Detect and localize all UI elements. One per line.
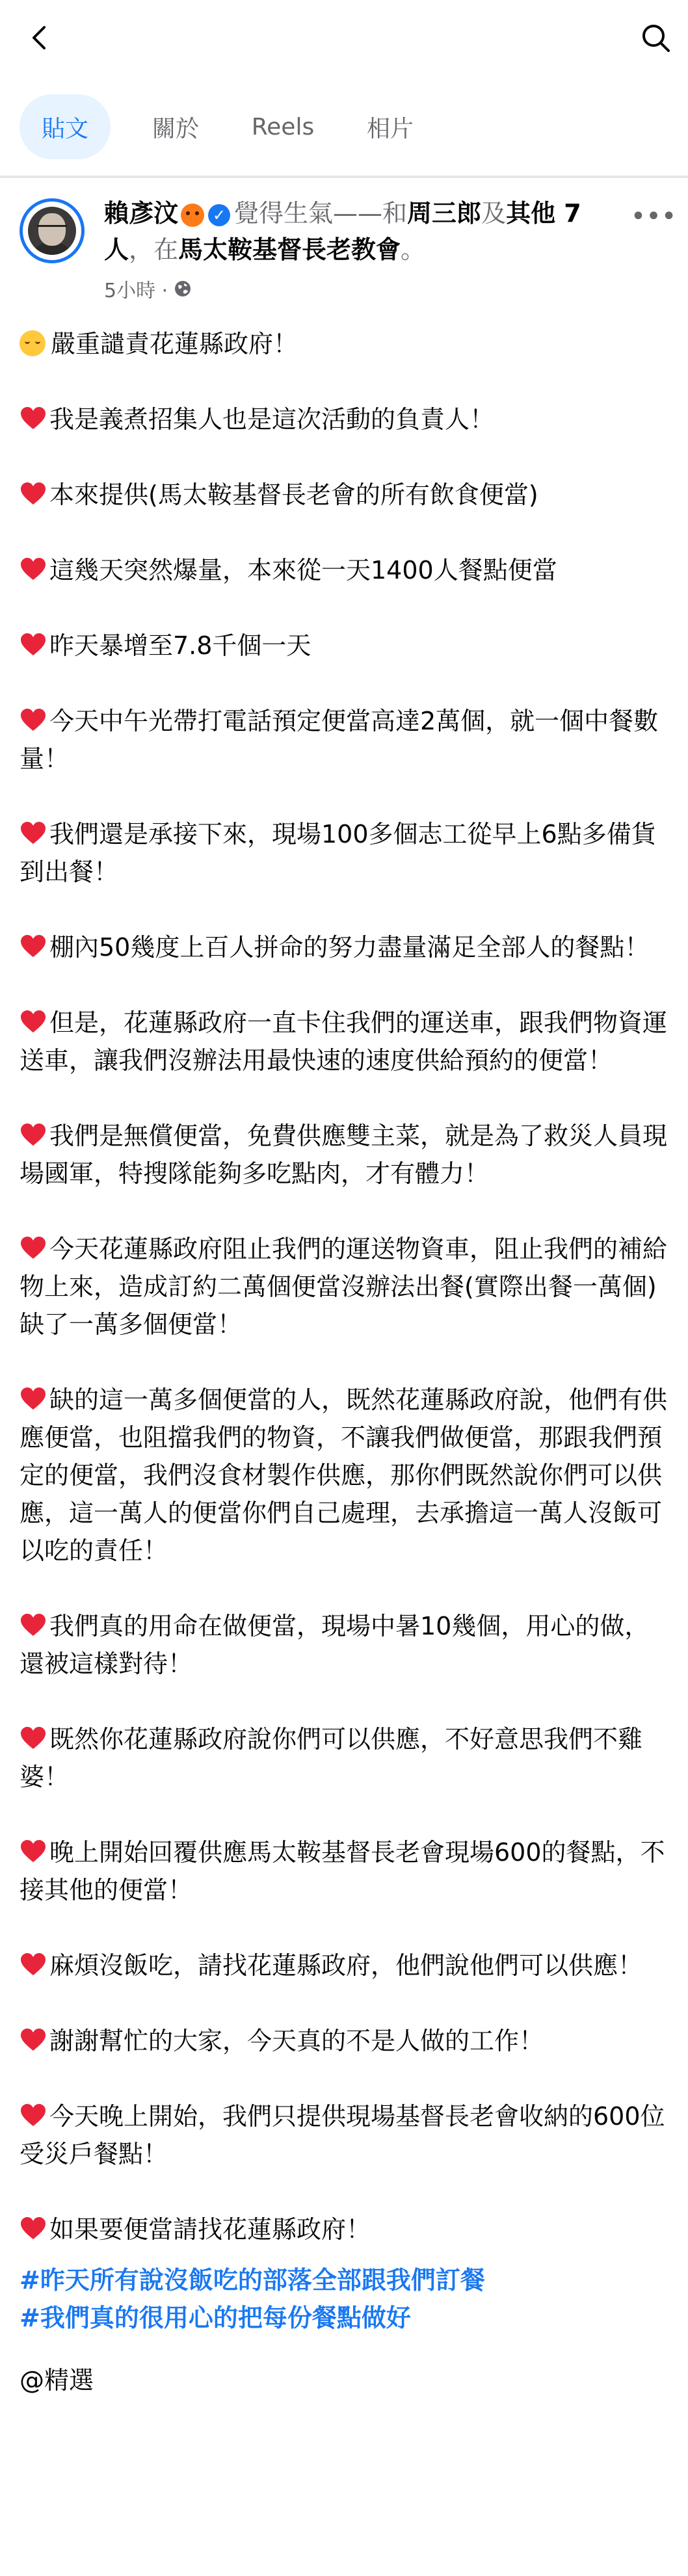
heart-icon xyxy=(20,1726,47,1750)
heart-icon xyxy=(20,1235,47,1260)
post-paragraph xyxy=(20,401,670,438)
paragraph-text: 嚴重譴責花蓮縣政府！ xyxy=(51,330,298,358)
post-paragraph xyxy=(20,476,670,514)
post-paragraph xyxy=(20,627,670,664)
heart-icon xyxy=(20,1122,47,1147)
heart-icon xyxy=(20,632,47,657)
heart-icon xyxy=(20,557,47,581)
paragraph-text: 麻煩沒飯吃，請找花蓮縣政府，他們說他們可以供應！ xyxy=(49,1951,643,1980)
author-name[interactable]: 賴彥汶 xyxy=(104,199,179,228)
heart-icon xyxy=(20,934,47,958)
back-button[interactable] xyxy=(20,17,61,59)
post-paragraph xyxy=(20,1833,670,1909)
avatar[interactable] xyxy=(20,198,85,263)
paragraph-text: 晚上開始回覆供應馬太鞍基督長老會現場600的餐點，不接其他的便當！ xyxy=(20,1838,665,1904)
hashtag-link[interactable]: #昨天所有說沒飯吃的部落全部跟我們訂餐 xyxy=(20,2266,485,2294)
at-text: ，在 xyxy=(129,235,179,264)
paragraph-text: 這幾天突然爆量，本來從一天1400人餐點便當 xyxy=(49,556,557,585)
search-icon xyxy=(640,22,671,53)
heart-icon xyxy=(20,1839,47,1863)
post-paragraph xyxy=(20,1607,670,1683)
period-text: 。 xyxy=(401,235,426,264)
tab-photos[interactable]: 相片 xyxy=(366,115,414,142)
post-paragraph xyxy=(20,1230,670,1343)
heart-icon xyxy=(20,707,47,732)
post-paragraph xyxy=(20,1947,670,1984)
top-bar xyxy=(0,0,688,78)
post-meta xyxy=(104,274,192,303)
timestamp[interactable]: 5小時 · xyxy=(104,280,168,302)
huffing-face-icon xyxy=(20,330,46,356)
paragraph-text: 我是義煮招集人也是這次活動的負責人！ xyxy=(49,405,495,434)
paragraph-text: 今天中午光帶打電話預定便當高達2萬個，就一個中餐數量！ xyxy=(20,707,659,773)
angry-emoji-icon xyxy=(181,204,204,227)
feeling-text: 覺得生氣 xyxy=(234,199,334,228)
paragraph-text: 但是，花蓮縣政府一直卡住我們的運送車，跟我們物資運送車，讓我們沒辦法用最快速的速度供給預約的便當！ xyxy=(20,1008,668,1075)
tab-posts[interactable]: 貼文 xyxy=(20,94,111,159)
others-link[interactable]: 其他 7 人 xyxy=(104,199,581,264)
paragraph-text: 謝謝幫忙的大家，今天真的不是人做的工作！ xyxy=(49,2027,544,2055)
location-link[interactable]: 馬太鞍基督長老教會 xyxy=(178,235,401,264)
post-paragraph xyxy=(20,551,670,589)
heart-icon xyxy=(20,406,47,430)
search-button[interactable] xyxy=(635,17,676,59)
post-body xyxy=(20,325,670,2399)
tab-reels[interactable]: Reels xyxy=(251,113,315,140)
back-arrow-icon xyxy=(27,25,53,51)
post-paragraph xyxy=(20,928,670,966)
heart-icon xyxy=(20,1386,47,1411)
post-paragraph xyxy=(20,2022,670,2060)
paragraph-text: 棚內50幾度上百人拼命的努力盡量滿足全部人的餐點！ xyxy=(49,933,650,962)
post-paragraph xyxy=(20,1004,670,1079)
post-paragraph xyxy=(20,1720,670,1796)
paragraph-text: 缺的這一萬多個便當的人，既然花蓮縣政府說，他們有供應便當，也阻擋我們的物資，不讓我們做便當，那跟我們預定的便當，我們沒食材製作供應，那你們既然說你們可以供應，這一萬人的便當你們自己處理，去承擔這一萬人沒飯可以吃的責任！ xyxy=(20,1386,668,1565)
tagged-user[interactable]: 周三郎 xyxy=(407,199,482,228)
paragraph-text: 既然你花蓮縣政府說你們可以供應，不好意思我們不雞婆！ xyxy=(20,1725,643,1791)
heart-icon xyxy=(20,2103,47,2127)
tab-about[interactable]: 關於 xyxy=(152,115,199,142)
post-paragraph xyxy=(20,702,670,778)
paragraph-text: 我們還是承接下來，現場100多個志工從早上6點多備貨到出餐！ xyxy=(20,820,656,886)
paragraph-text: 本來提供(馬太鞍基督長老會的所有飲食便當) xyxy=(49,480,538,509)
heart-icon xyxy=(20,1952,47,1977)
post-paragraph xyxy=(20,1381,670,1570)
heart-icon xyxy=(20,1612,47,1637)
post-paragraph xyxy=(20,325,670,363)
paragraph-text: 今天花蓮縣政府阻止我們的運送物資車，阻止我們的補給物上來，造成訂約二萬個便當沒辦法出餐(實際出餐一萬個)缺了一萬多個便當！ xyxy=(20,1235,668,1339)
featured-tag[interactable]: @精選 xyxy=(20,2366,94,2395)
paragraph-text: 昨天暴增至7.8千個一天 xyxy=(49,631,311,660)
paragraph-text: 如果要便當請找花蓮縣政府！ xyxy=(49,2215,371,2244)
dash-text: ——和 xyxy=(333,199,408,228)
paragraph-text: 今天晚上開始，我們只提供現場基督長老會收納的600位受災戶餐點！ xyxy=(20,2102,665,2168)
verified-icon: ✓ xyxy=(208,204,230,226)
profile-tabs xyxy=(0,94,688,159)
post-paragraph xyxy=(20,1117,670,1192)
more-icon: ••• xyxy=(630,202,677,231)
heart-icon xyxy=(20,481,47,506)
heart-icon xyxy=(20,2216,47,2241)
globe-icon xyxy=(173,279,192,298)
heart-icon xyxy=(20,1009,47,1034)
hashtag-link[interactable]: #我們真的很用心的把每份餐點做好 xyxy=(20,2304,411,2332)
heart-icon xyxy=(20,821,47,845)
post-paragraph xyxy=(20,815,670,891)
divider xyxy=(0,176,688,178)
post-paragraph xyxy=(20,2097,670,2173)
avatar-photo xyxy=(28,207,76,255)
more-options-button[interactable] xyxy=(631,200,676,233)
and-text: 及 xyxy=(481,199,507,228)
heart-icon xyxy=(20,2027,47,2052)
paragraph-text: 我們是無償便當，免費供應雙主菜，就是為了救災人員現場國軍，特搜隊能夠多吃點肉，才有體力！ xyxy=(20,1122,668,1188)
paragraph-text: 我們真的用命在做便當，現場中暑10幾個，用心的做，還被這樣對待！ xyxy=(20,1612,650,1678)
post-header xyxy=(0,189,688,319)
post-header-text xyxy=(104,195,624,268)
post-paragraph xyxy=(20,2211,670,2248)
